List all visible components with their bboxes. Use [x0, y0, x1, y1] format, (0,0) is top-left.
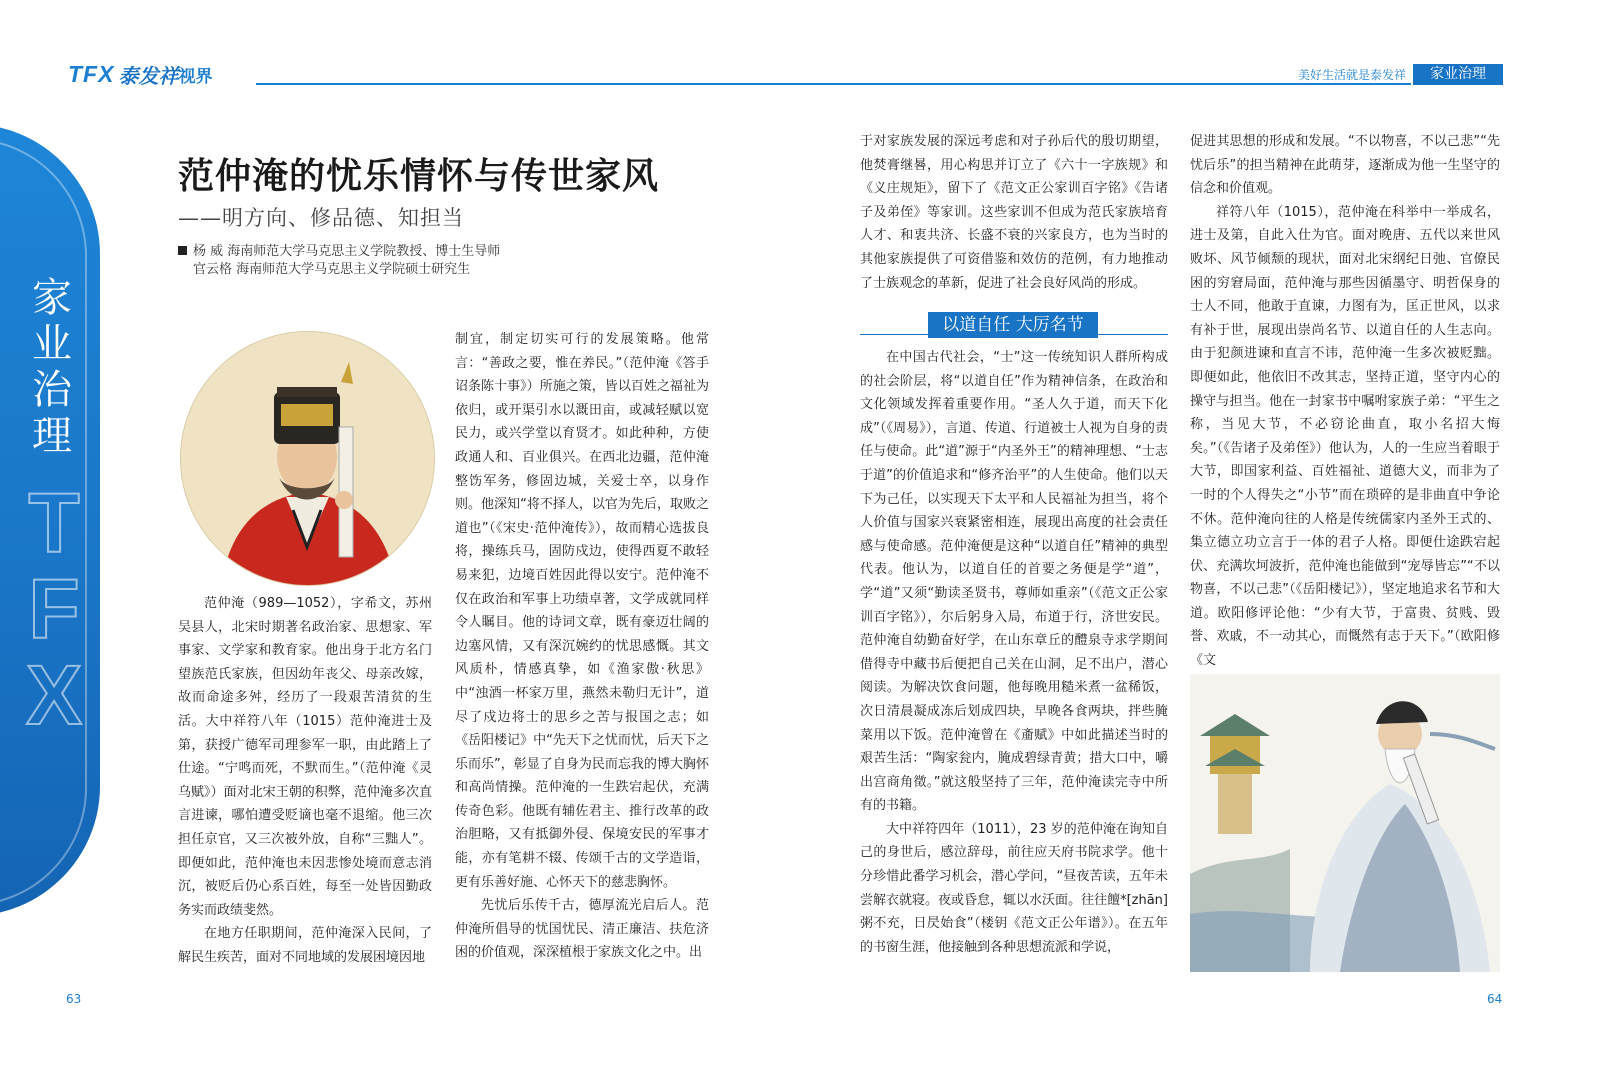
author-line	[178, 243, 500, 261]
scholar-illustration	[1190, 674, 1500, 972]
watermark-letter: F	[28, 562, 80, 656]
paragraph: 于对家族发展的深远考虑和对子孙后代的殷切期望，他焚膏继晷，用心构思并订立了《六十一字族规》和《义庄规矩》，留下了《范文正公家训百字铭》《告诸子及弟侄》等家训。这些家训不但成为范氏家族培育人才、和衷共济、长盛不衰的兴家良方，也为当时的其他家族提供了可资借鉴和效仿的范例，有力地推动了士族观念的革新，促进了社会良好风尚的形成。	[860, 134, 1168, 291]
paragraph: 祥符八年（1015），范仲淹在科举中一举成名，进士及第，自此入仕为官。面对晚唐、五代以来世风败坏、风节倾颓的现状，面对北宋纲纪日弛、官僚民困的穷窘局面，范仲淹与那些因循墨守、明哲保身的士人不同，他敢于直谏，力图有为，匡正世风，以求有补于世，展现出崇尚名节、以道自任的人生志向。由于犯颜进谏和直言不讳，范仲淹一生多次被贬黜。即便如此，他依旧不改其志，坚持正道，坚守内心的操守与担当。他在一封家书中嘱咐家族子弟：“平生之称，当见大节，不必窃论曲直，取小名招大悔矣。”（《告诸子及弟侄》）他认为，人的一生应当着眼于大节，即国家利益、百姓福祉、道德大义，而非为了一时的个人得失之“小节”而在琐碎的是非曲直中争论不休。范仲淹向往的人格是传统儒家内圣外王式的、集立德立功立言于一体的君子人格。即便仕途跌宕起伏、充满坎坷波折，范仲淹也能做到“宠辱皆忘”“不以物喜，不以己悲”（《岳阳楼记》），坚定地追求名节和大道。欧阳修评论他：“少有大节，于富贵、贫贱、毁誉、欢戚，不一动其心，而慨然有志于天下。”（欧阳修《文	[1190, 204, 1500, 669]
portrait-figure-icon	[181, 332, 434, 585]
header-slogan: 美好生活就是泰发祥	[1297, 68, 1406, 82]
section-heading-label: 以道自任 大厉名节	[928, 312, 1098, 338]
author-1: 杨 威 海南师范大学马克思主义学院教授、博士生导师	[193, 244, 501, 259]
logo-tfx: TFX	[68, 60, 115, 87]
article-subtitle: ——明方向、修品德、知担当	[178, 206, 464, 230]
watermark-letter: T	[28, 476, 80, 570]
paragraph: 范仲淹（989—1052），字希文，苏州吴县人，北宋时期著名政治家、思想家、军事家、文学家和教育家。他出身于北方名门望族范氏家族，但因幼年丧父、母亲改嫁，故而命途多舛，经历了一段艰苦清贫的生活。大中祥符八年（1015）范仲淹进士及第，获授广德军司理参军一职，由此踏上了仕途。“宁鸣而死，不默而生。”（范仲淹《灵乌赋》）面对北宋王朝的积弊，范仲淹多次直言进谏，哪怕遭受贬谪也毫不退缩。他三次担任京官，又三次被外放，自称“三黜人”。即便如此，范仲淹也未因悲惨处境而意志消沉，被贬后仍心系百姓，每至一处皆因勤政务实而政绩斐然。	[178, 596, 432, 918]
column-3	[860, 346, 1168, 959]
column-1	[178, 592, 432, 970]
paragraph: 制宜，制定切实可行的发展策略。他常言：“善政之要，惟在养民。”（范仲淹《答手诏条陈十事》）所施之策，皆以百姓之福祉为依归，或开渠引水以溉田亩，或减轻赋以宽民力，或兴学堂以育贤才。如此种种，方使政通人和、百业俱兴。在西北边疆，范仲淹整饬军务，修固边城，关爱士卒，以身作则。他深知“将不择人，以官为先后，取败之道也”（《宋史·范仲淹传》），故而精心选拔良将，操练兵马，固防戍边，使得西夏不敢轻易来犯，边境百姓因此得以安宁。范仲淹不仅在政治和军事上功绩卓著，文学成就同样令人瞩目。他的诗词文章，既有豪迈壮阔的边塞风情，又有深沉婉约的忧思感慨。其文风质朴，情感真挚，如《渔家傲·秋思》中“浊酒一杯家万里，燕然未勒归无计”，道尽了戍边将士的思乡之苦与报国之志；如《岳阳楼记》中“先天下之忧而忧，后天下之乐而乐”，彰显了自身为民而忘我的博大胸怀和高尚情操。范仲淹的一生跌宕起伏，充满传奇色彩。他既有辅佐君主、推行改革的政治胆略，又有抵御外侵、保境安民的军事才能，亦有笔耕不辍、传颂千古的文学造诣，更有乐善好施、心怀天下的慈悲胸怀。	[455, 332, 709, 890]
logo-brand: 泰发祥	[118, 63, 179, 88]
section-heading	[860, 312, 1168, 338]
paragraph: 大中祥符四年（1011），23 岁的范仲淹在询知自己的身世后，感泣辞母，前往应天府书院求学。他十分珍惜此番学习机会，潜心学问，“昼夜苦读，五年未尝解衣就寝。夜或昏怠，辄以水沃面。往往饘*[zhān]粥不充，日昃始食”（楼钥《范文正公年谱》）。在五年的书窗生涯，他接触到各种思想流派和学说，	[860, 821, 1168, 955]
paragraph: 先忧后乐传千古，德厚流光启后人。范仲淹所倡导的忧国忧民、清正廉洁、扶危济困的价值观，深深植根于家族文化之中。出	[455, 898, 709, 961]
page-number-right: 64	[1487, 992, 1503, 1006]
column-4	[1190, 130, 1500, 673]
article-title: 范仲淹的忧乐情怀与传世家风	[178, 156, 660, 197]
header-rule	[256, 83, 1411, 85]
paragraph: 在中国古代社会，“士”这一传统知识人群所构成的社会阶层，将“以道自任”作为精神信条，在政治和文化领域发挥着重要作用。“圣人久于道，而天下化成”（《周易》），言道、传道、行道被士人视为自身的责任与使命。此“道”源于“内圣外王”的精神理想、“士志于道”的价值追求和“修齐治平”的人生使命。他们以天下为己任，以实现天下太平和人民福祉为担当，将个人价值与国家兴衰紧密相连，展现出高度的社会责任感与使命感。范仲淹便是这种“以道自任”精神的典型代表。他认为，以道自任的首要之务便是学“道”，学“道”又须“勤读圣贤书，尊师如重亲”（《范文正公家训百字铭》），尔后躬身入局，布道于行，济世安民。范仲淹自幼勤奋好学，在山东章丘的醴泉寺求学期间借得寺中藏书后便把自己关在山洞，足不出户，潜心阅读。为解决饮食问题，他每晚用糙米煮一盆稀饭，次日清晨凝成冻后划成四块，早晚各食两块，拌些腌菜用以下饭。范仲淹曾在《齑赋》中如此描述当时的艰苦生活：“陶家瓮内，腌成碧绿青黄；措大口中，嚼出宫商角徵。”就这般坚持了三年，范仲淹读完寺中所有的书籍。	[860, 350, 1168, 814]
author-2: 官云格 海南师范大学马克思主义学院硕士研究生	[193, 262, 471, 277]
section-tab: 家业治理	[1413, 64, 1503, 85]
page-number-left: 63	[66, 992, 82, 1006]
column-3-top	[860, 130, 1168, 295]
author-block	[178, 243, 500, 279]
paragraph: 在地方任职期间，范仲淹深入民间，了解民生疾苦，面对不同地域的发展困境因地	[178, 926, 432, 965]
portrait-image	[181, 332, 434, 585]
paragraph: 促进其思想的形成和发展。“不以物喜，不以己悲”“先忧后乐”的担当精神在此萌芽，逐渐成为他一生坚守的信念和价值观。	[1190, 134, 1500, 197]
column-2	[455, 328, 709, 965]
author-line	[178, 261, 500, 279]
magazine-logo	[68, 62, 212, 86]
watermark-letter: X	[25, 648, 83, 742]
side-vertical-title: 家业治理	[32, 275, 72, 459]
author-marker-icon	[178, 246, 187, 255]
logo-view: 视界	[178, 66, 213, 87]
side-watermark	[12, 476, 96, 742]
scholar-painting-icon	[1190, 674, 1500, 972]
